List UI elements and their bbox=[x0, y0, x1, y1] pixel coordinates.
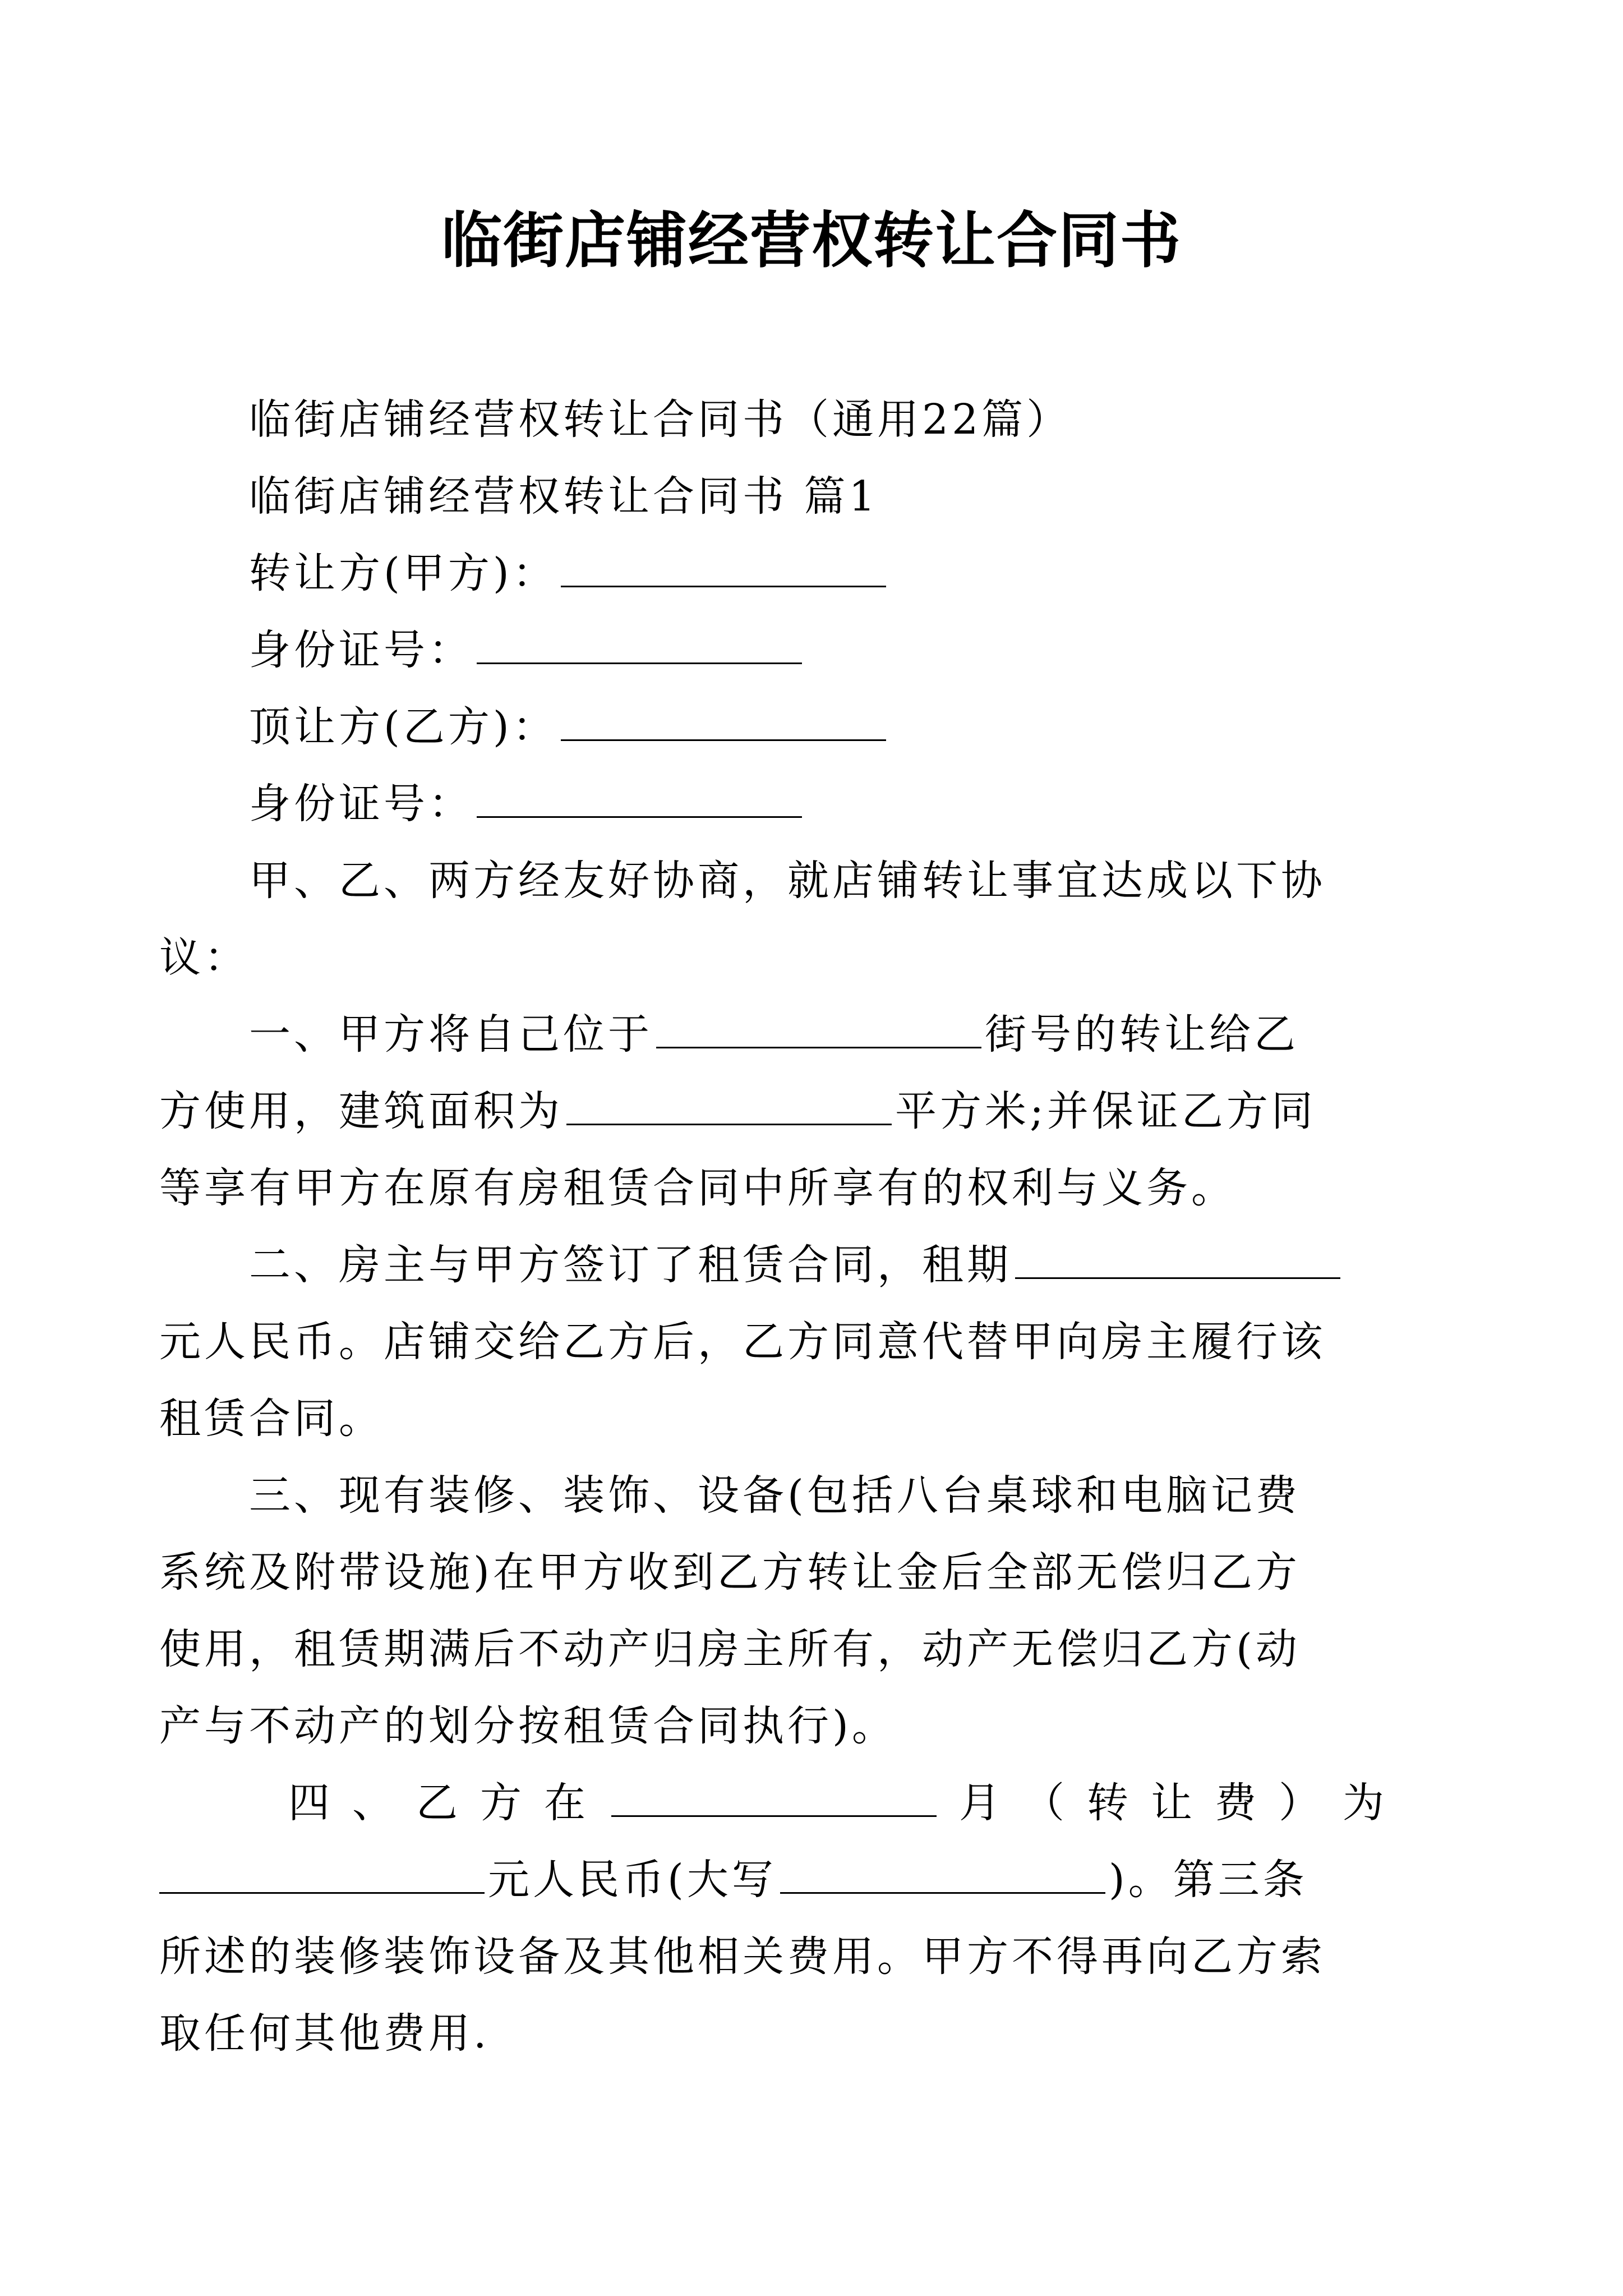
clause1-line3: 等享有甲方在原有房租赁合同中所享有的权利与义务。 bbox=[159, 1164, 1236, 1212]
clause2-line1 bbox=[249, 1227, 1387, 1304]
id-line-2 bbox=[249, 766, 1387, 843]
clause4-char-7: （ bbox=[1023, 1779, 1068, 1827]
clause2-term-blank bbox=[1015, 1234, 1340, 1279]
clause4-char-2: 、 bbox=[352, 1779, 397, 1827]
clause4-char-9: 让 bbox=[1151, 1779, 1196, 1827]
id-label-1: 身份证号： bbox=[249, 626, 473, 674]
clause4-char-12: 为 bbox=[1343, 1779, 1387, 1827]
transferee-line bbox=[249, 689, 1387, 766]
document-title: 临街店铺经营权转让合同书 bbox=[441, 206, 1182, 276]
clause3-line2: 系统及附带设施)在甲方收到乙方转让金后全部无偿归乙方 bbox=[159, 1548, 1301, 1596]
clause4-text-b: )。第三条 bbox=[1108, 1856, 1308, 1904]
document-body bbox=[159, 381, 1387, 2072]
clause4-char-10: 费 bbox=[1215, 1779, 1260, 1827]
clause1-text-b: 街号的转让给乙 bbox=[985, 1010, 1299, 1059]
transferee-blank bbox=[561, 696, 886, 741]
clause4-char-6: 月 bbox=[959, 1779, 1004, 1827]
clause4-line4: 取任何其他费用. bbox=[159, 2009, 490, 2058]
clause4-char-8: 转 bbox=[1087, 1779, 1132, 1827]
clause1-line1 bbox=[249, 996, 1387, 1073]
clause3-line4: 产与不动产的划分按租赁合同执行)。 bbox=[159, 1702, 897, 1750]
clause3-line1: 三、现有装修、装饰、设备(包括八台桌球和电脑记费 bbox=[249, 1471, 1301, 1520]
transferee-label: 顶让方(乙方)： bbox=[249, 703, 557, 751]
clause2-line3: 租赁合同。 bbox=[159, 1395, 384, 1443]
clause1-line2 bbox=[159, 1073, 1387, 1150]
intro-paragraph bbox=[159, 843, 1387, 919]
clause4-char-3: 乙 bbox=[416, 1779, 461, 1827]
clause4-line3: 所述的装修装饰设备及其他相关费用。甲方不得再向乙方索 bbox=[159, 1932, 1326, 1981]
clause4-text-a: 元人民币(大写 bbox=[488, 1856, 777, 1904]
transferor-label: 转让方(甲方)： bbox=[249, 549, 557, 597]
clause4-char-4: 方 bbox=[480, 1779, 525, 1827]
clause4-fee-blank bbox=[159, 1848, 485, 1894]
clause2-text-a: 二、房主与甲方签订了租赁合同，租期 bbox=[249, 1241, 1012, 1289]
article-heading: 临街店铺经营权转让合同书 篇1 bbox=[249, 472, 879, 521]
clause3-line3: 使用，租赁期满后不动产归房主所有，动产无偿归乙方(动 bbox=[159, 1625, 1301, 1673]
clause2-line2: 元人民币。店铺交给乙方后，乙方同意代替甲向房主履行该 bbox=[159, 1318, 1326, 1366]
clause4-char-11: ） bbox=[1279, 1779, 1324, 1827]
subtitle: 临街店铺经营权转让合同书（通用22篇） bbox=[249, 395, 1072, 444]
clause1-text-c: 方使用，建筑面积为 bbox=[159, 1087, 563, 1135]
clause1-text-d: 平方米;并保证乙方同 bbox=[895, 1087, 1316, 1135]
intro-line-1: 甲、乙、两方经友好协商，就店铺转让事宜达成以下协 bbox=[249, 857, 1326, 905]
transferor-line bbox=[249, 535, 1387, 612]
id-line-1 bbox=[249, 612, 1387, 689]
clause4-char-1: 四 bbox=[288, 1779, 333, 1827]
clause4-line2 bbox=[159, 1842, 1387, 1918]
clause1-address-blank bbox=[656, 1003, 981, 1048]
clause1-text-a: 一、甲方将自己位于 bbox=[249, 1010, 653, 1059]
clause4-line1 bbox=[159, 1765, 1387, 1842]
intro-line-2: 议： bbox=[159, 933, 249, 982]
clause4-month-blank bbox=[611, 1772, 937, 1817]
clause4-uppercase-blank bbox=[780, 1848, 1105, 1894]
id-label-2: 身份证号： bbox=[249, 780, 473, 828]
transferor-blank bbox=[561, 542, 886, 587]
clause4-char-5: 在 bbox=[544, 1779, 589, 1827]
clause1-area-blank bbox=[566, 1080, 892, 1125]
id-blank-2 bbox=[477, 772, 802, 818]
id-blank-1 bbox=[477, 619, 802, 664]
